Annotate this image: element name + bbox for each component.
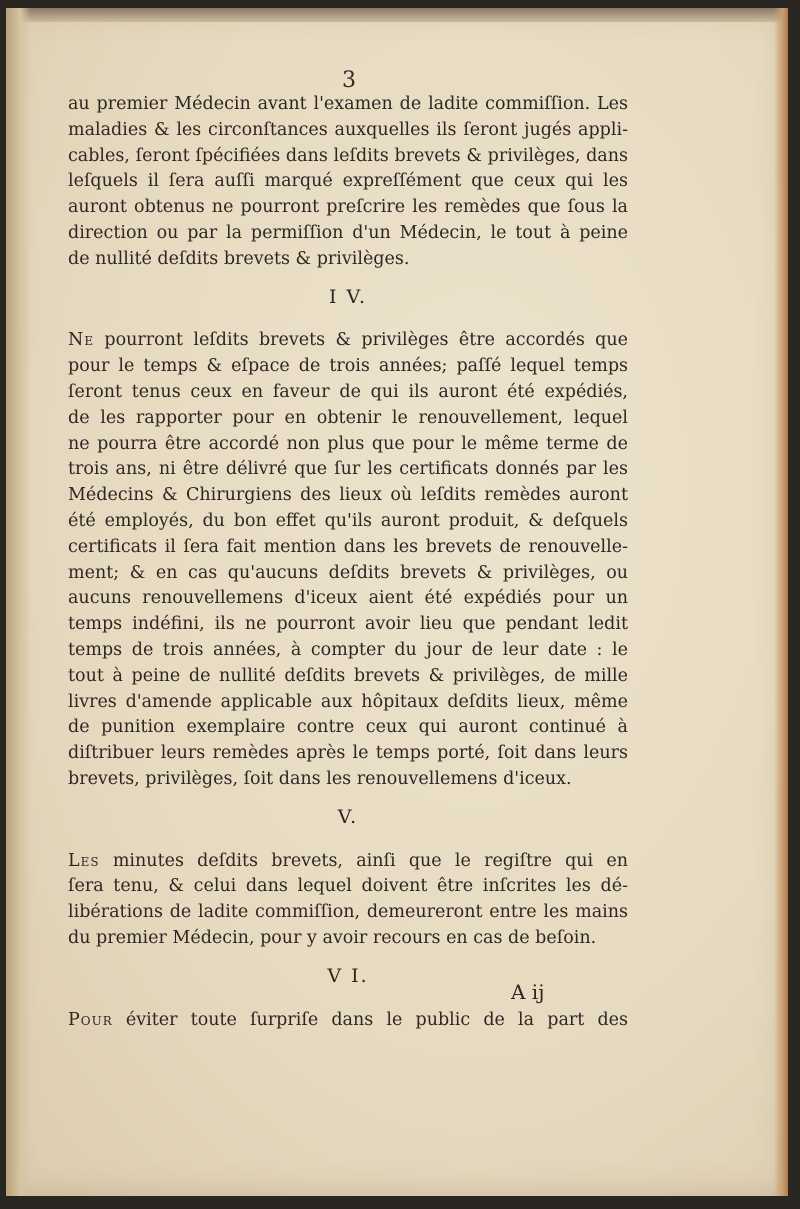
- text-line: cables, ſeront ſpécifiées dans leſdits brevets & privilèges, dans: [68, 145, 628, 166]
- text-line: de les rapporter pour en obtenir le renouvellement, lequel: [68, 407, 628, 428]
- text-line: ne pourra être accordé non plus que pour le même terme de: [68, 433, 628, 454]
- text-line: ſera tenu, & celui dans lequel doivent être inſcrites les dé-: [68, 876, 628, 897]
- text-line: de punition exemplaire contre ceux qui auront continué à: [68, 717, 628, 738]
- text-line: trois ans, ni être délivré que ſur les certificats donnés par les: [68, 459, 628, 480]
- text-line: libérations de ladite commiſſion, demeureront entre les mains: [68, 902, 628, 923]
- text-line: [68, 1008, 628, 1034]
- section-vi-lead: Pour: [68, 1009, 113, 1030]
- text-line: temps de trois années, à compter du jour de leur date : le: [68, 639, 628, 660]
- section-v-heading: V.: [337, 805, 359, 828]
- text-line: auront obtenus ne pourront preſcrire les remèdes que ſous la: [68, 197, 628, 218]
- text-line: leſquels il ſera auſſi marqué expreſſément que ceux qui les: [68, 171, 628, 192]
- section-vi-heading: V I.: [327, 964, 369, 987]
- text-line-rest: minutes deſdits brevets, ainſi que le regiſtre qui en: [99, 850, 628, 871]
- text-line: direction ou par la permiſſion d'un Médecin, le tout à peine: [68, 222, 628, 243]
- text-line: pour le temps & eſpace de trois années; paſſé lequel temps: [68, 356, 628, 377]
- text-line: diſtribuer leurs remèdes après le temps porté, ſoit dans leurs: [68, 743, 628, 764]
- text-line: temps indéfini, ils ne pourront avoir lieu que pendant ledit: [68, 614, 628, 635]
- text-line: certificats il ſera fait mention dans les brevets de renouvelle-: [68, 536, 628, 557]
- text-line: livres d'amende applicable aux hôpitaux deſdits lieux, même: [68, 691, 628, 712]
- text-line: maladies & les circonſtances auxquelles ils ſeront jugés appli-: [68, 119, 628, 140]
- text-line-rest: éviter toute ſurpriſe dans le public de la part des: [112, 1009, 628, 1030]
- text-line: de nullité deſdits brevets & privilèges.: [68, 248, 410, 269]
- text-line: [68, 849, 628, 875]
- page-number: 3: [342, 68, 356, 93]
- page-gutter: [6, 8, 30, 1196]
- intro-paragraph: [68, 92, 628, 273]
- text-line: brevets, privilèges, ſoit dans les renouvellemens d'iceux.: [68, 768, 572, 789]
- text-line: [68, 328, 628, 354]
- text-line: été employés, du bon effet qu'ils auront produit, & deſquels: [68, 510, 628, 531]
- text-line: aucuns renouvellemens d'iceux aient été expédiés pour un: [68, 588, 628, 609]
- section-iv-heading: I V.: [329, 285, 367, 308]
- text-line: tout à peine de nullité deſdits brevets & privilèges, de mille: [68, 665, 628, 686]
- text-line-rest: pourront leſdits brevets & privilèges être accordés que: [94, 330, 628, 351]
- section-vi-paragraph: [68, 1008, 628, 1034]
- text-line: ment; & en cas qu'aucuns deſdits brevets & privilèges, ou: [68, 562, 628, 583]
- section-v-paragraph: [68, 849, 628, 952]
- section-iv-lead: Ne: [68, 330, 95, 351]
- book-page: [6, 8, 788, 1196]
- text-line: Médecins & Chirurgiens des lieux où leſdits remèdes auront: [68, 485, 628, 506]
- section-v-lead: Les: [68, 850, 100, 871]
- text-line: au premier Médecin avant l'examen de ladite commiſſion. Les: [68, 94, 628, 114]
- catchword: A ij: [511, 980, 545, 1004]
- page-body: [68, 92, 628, 1033]
- page-top-edge: [6, 8, 788, 22]
- section-iv-paragraph: [68, 328, 628, 792]
- text-line: ſeront tenus ceux en faveur de qui ils auront été expédiés,: [68, 381, 628, 402]
- page-fore-edge: [774, 8, 788, 1196]
- text-line: du premier Médecin, pour y avoir recours en cas de beſoin.: [68, 927, 597, 948]
